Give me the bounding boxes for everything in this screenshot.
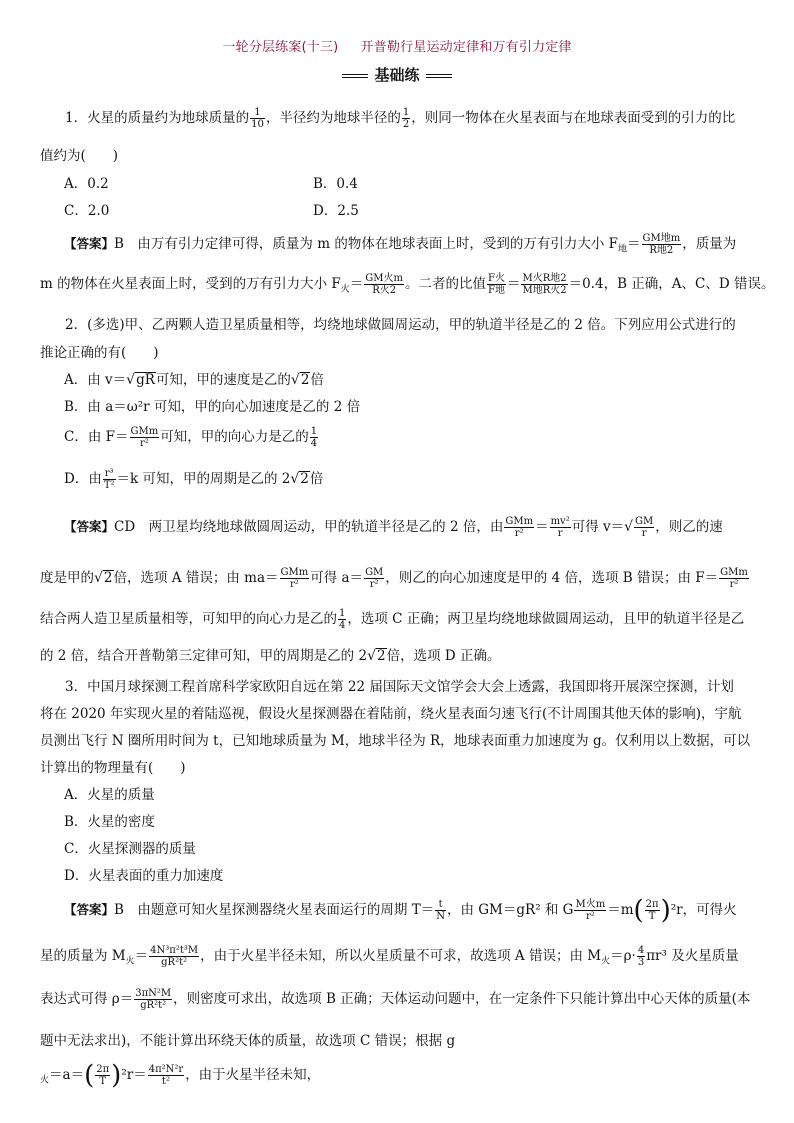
section-heading xyxy=(0,64,794,85)
answer-tag: 【答案】 xyxy=(64,902,115,917)
q3-option-d: D．火星表面的重力加速度 xyxy=(64,868,224,884)
q3-answer-line-2: 星的质量为 $M_火=$ $\frac{\text{4N³π²t³M}}{\text{gR²t²}}$ ，由于火星半径未知，所以火星质量不可求，故选项 A 错误；由 $M_火=\rho\cdot$ $\frac{4}{3}$ πr³ 及火星质量 xyxy=(40,945,739,968)
q1-ratio-expanded-fraction: $\frac{\text{M火R地2}}{\text{M地R火2}}$ xyxy=(522,273,567,296)
q2-answer-line-4: 的 2 倍，结合开普勒第三定律可知，甲的周期是乙的 2√2倍，选项 D 正确。 xyxy=(40,648,501,664)
q3-answer-line-5: $_火$＝a＝( $\frac{2\pi}{T}$ )²r＝ $\frac{\text{4π²N²r}}{\text{t²}}$ ，由于火星半径未知， xyxy=(40,1060,321,1091)
q2-stem-line-1: 2．(多选)甲、乙两颗人造卫星质量相等，均绕地球做圆周运动，甲的轨道半径是乙的 2 倍。下列应用公式进行的 xyxy=(65,317,736,333)
q1-answer-line-2: m 的物体在火星表面上时，受到的万有引力大小 $F_火=$ $\frac{\text{GM火m}}{\text{R火2}}$ 。二者的比值 $\frac{\text{F火}}{\text{F地}}$ ＝ $\frac{\text{M火R地2}}{\text{M地R火2}}$ ＝0.4，B 正确，A、C、D 错误。 xyxy=(40,273,775,296)
q3-answer-line-4: 题中无法求出)，不能计算出环绕天体的质量，故选项 C 错误；根据 g xyxy=(40,1033,456,1049)
q2-option-d: D．由 $\frac{\text{r³}}{\text{T²}}$ ＝k 可知，甲的周期是乙的 2√2倍 xyxy=(64,468,324,491)
q2-option-b: B．由 a＝ω²r 可知，甲的向心加速度是乙的 2 倍 xyxy=(64,399,361,415)
q1-option-a: A．0.2 xyxy=(64,176,109,192)
q2-answer-line-2: 度是甲的√2倍，选项 A 错误；由 ma＝ $\frac{\text{GMm}}{\text{r²}}$ 可得 a＝ $\frac{GM}{\text{r²}}$ ，则乙的向心加速度是甲的 4 倍，选项 B 错误；由 F＝ $\frac{\text{GMm}}{\text{r²}}$ xyxy=(40,567,748,590)
q3-option-a: A．火星的质量 xyxy=(64,787,155,803)
answer-tag: 【答案】 xyxy=(64,519,115,534)
q3-stem-line-2: 将在 2020 年实现火星的着陆巡视，假设火星探测器在着陆前，绕火星表面匀速飞行(不计周围其他天体的影响)，宇航 xyxy=(40,706,742,722)
section-title: 基础练 xyxy=(374,66,420,84)
q1-option-b: B．0.4 xyxy=(313,176,358,192)
q3-stem-line-3: 员测出飞行 N 圈所用时间为 t，已知地球质量为 M，地球半径为 R，地球表面重力加速度为 g。仅利用以上数据，可以 xyxy=(40,733,751,749)
q1-answer-line-1: 【答案】B 由万有引力定律可得，质量为 m 的物体在地球表面上时，受到的万有引力大小 $F_地=$ $\frac{\text{GM地m}}{\text{R地2}}$ ，质量为 xyxy=(64,233,737,256)
section-left-rule xyxy=(342,74,368,78)
q3-stem-line-1: 3．中国月球探测工程首席科学家欧阳自远在第 22 届国际天文馆学会大会上透露，我国即将开展深空探测，计划 xyxy=(65,679,734,695)
q1-option-d: D．2.5 xyxy=(313,203,359,219)
q1-force-mars-fraction: $\frac{\text{GM火m}}{\text{R火2}}$ xyxy=(365,273,403,296)
header-topic-title: 开普勒行星运动定律和万有引力定律 xyxy=(360,40,572,55)
answer-tag: 【答案】 xyxy=(64,236,115,251)
section-right-rule xyxy=(426,74,452,78)
q1-mass-fraction: $\frac{1}{10}$ xyxy=(251,107,264,130)
q1-ratio-fraction: $\frac{\text{F火}}{\text{F地}}$ xyxy=(488,273,505,296)
q1-option-c: C．2.0 xyxy=(64,203,110,219)
q1-force-earth-fraction: $\frac{\text{GM地m}}{\text{R地2}}$ xyxy=(642,233,681,256)
q3-answer-line-1: 【答案】B 由题意可知火星探测器绕火星表面运行的周期 T＝ $\frac{t}{N}$ ，由 GM＝gR² 和 G $\frac{\text{M火m}}{\text{r²}}$ ＝m( $\frac{2\pi}{T}$ )²r，可得火 xyxy=(64,895,737,926)
q1-stem-line-2: 值约为( ) xyxy=(40,148,119,164)
q2-option-a: A．由 v＝√gR可知，甲的速度是乙的√2倍 xyxy=(64,372,324,388)
q2-answer-line-1: 【答案】CD 两卫星均绕地球做圆周运动，甲的轨道半径是乙的 2 倍，由 $\frac{\text{GMm}}{\text{r²}}$ ＝ $\frac{\text{mv²}}{r}$ 可得 v＝√ $\frac{GM}{r}$ ，则乙的速 xyxy=(64,516,723,539)
q2-answer-line-3: 结合两人造卫星质量相等，可知甲的向心力是乙的 $\frac{1}{4}$ ，选项 C 正确；两卫星均绕地球做圆周运动，且甲的轨道半径是乙 xyxy=(40,608,745,631)
q3-answer-line-3: 表达式可得 ρ＝ $\frac{\text{3πN²M}}{\text{gR²t²}}$ ，则密度可求出，故选项 B 正确；天体运动问题中，在一定条件下只能计算出中心天体的质量(本 xyxy=(40,988,751,1011)
q1-radius-fraction: $\frac{1}{2}$ xyxy=(402,107,410,130)
header-series-title: 一轮分层练案(十三) xyxy=(222,40,339,55)
q3-stem-line-4: 计算出的物理量有( ) xyxy=(40,760,186,776)
q3-option-c: C．火星探测器的质量 xyxy=(64,841,196,857)
q3-option-b: B．火星的密度 xyxy=(64,814,155,830)
q2-stem-line-2: 推论正确的有( ) xyxy=(40,345,159,361)
q2-option-c: C．由 F＝ $\frac{\text{GMm}}{\text{r²}}$ 可知，甲的向心力是乙的 $\frac{1}{4}$ xyxy=(64,426,318,449)
page-header xyxy=(0,36,794,55)
q1-stem-line-1: 1．火星的质量约为地球质量的 $\frac{1}{10}$ ，半径约为地球半径的 $\frac{1}{2}$ ，则同一物体在火星表面与在地球表面受到的引力的比 xyxy=(65,107,736,130)
